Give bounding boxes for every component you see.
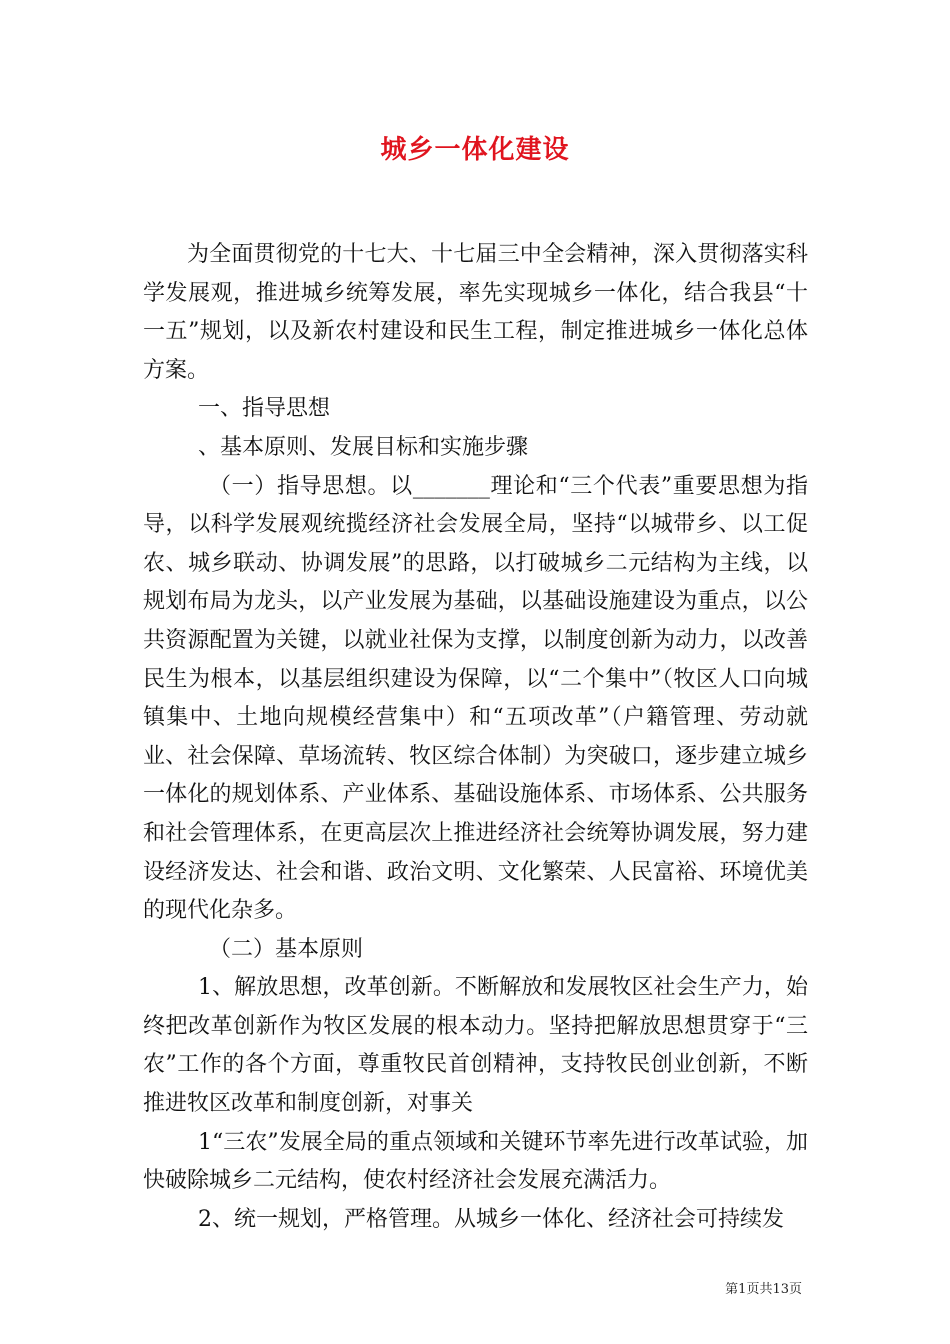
paragraph-principle-1-continued: 1“三农”发展全局的重点领域和关键环节率先进行改革试验，加快破除城乡二元结构，使农村经济社会发展充满活力。 xyxy=(143,1129,808,1194)
section-heading-guiding-thought: 一、指导思想 xyxy=(198,396,331,422)
page-number: 第1页共13页 xyxy=(725,1282,802,1297)
section-heading-basic-principles: （二）基本原则 xyxy=(209,936,364,962)
document-body xyxy=(143,236,808,1239)
paragraph-intro: 为全面贯彻党的十七大、十七届三中全会精神，深入贯彻落实科学发展观，推进城乡统筹发展，率先实现城乡一体化，结合我县“十一五”规划，以及新农村建设和民生工程，制定推进城乡一体化总体方案。 xyxy=(143,242,808,383)
document-title: 城乡一体化建设 xyxy=(380,135,570,165)
paragraph-principle-2: 2、统一规划，严格管理。从城乡一体化、经济社会可持续发 xyxy=(198,1206,784,1232)
paragraph-principle-1: 1、解放思想，改革创新。不断解放和发展牧区社会生产力，始终把改革创新作为牧区发展的根本动力。坚持把解放思想贯穿于“三农”工作的各个方面，尊重牧民首创精神，支持牧民创业创新，不断推进牧区改革和制度创新，对事关 xyxy=(143,975,808,1117)
paragraph-guiding-thought: （一）指导思想。以_______理论和“三个代表”重要思想为指导，以科学发展观统揽经济社会发展全局，坚持“以城带乡、以工促农、城乡联动、协调发展”的思路，以打破城乡二元结构为主线，以规划布局为龙头，以产业发展为基础，以基础设施建设为重点，以公共资源配置为关键，以就业社保为支撑，以制度创新为动力，以改善民生为根本，以基层组织建设为保障，以“二个集中”（牧区人口向城镇集中、土地向规模经营集中）和“五项改革”（户籍管理、劳动就业、社会保障、草场流转、牧区综合体制）为突破口，逐步建立城乡一体化的规划体系、产业体系、基础设施体系、市场体系、公共服务和社会管理体系，在更高层次上推进经济社会统筹协调发展，努力建设经济发达、社会和谐、政治文明、文化繁荣、人民富裕、环境优美的现代化杂多。 xyxy=(143,473,808,924)
section-heading-principles-goals: 、基本原则、发展目标和实施步骤 xyxy=(198,434,529,460)
